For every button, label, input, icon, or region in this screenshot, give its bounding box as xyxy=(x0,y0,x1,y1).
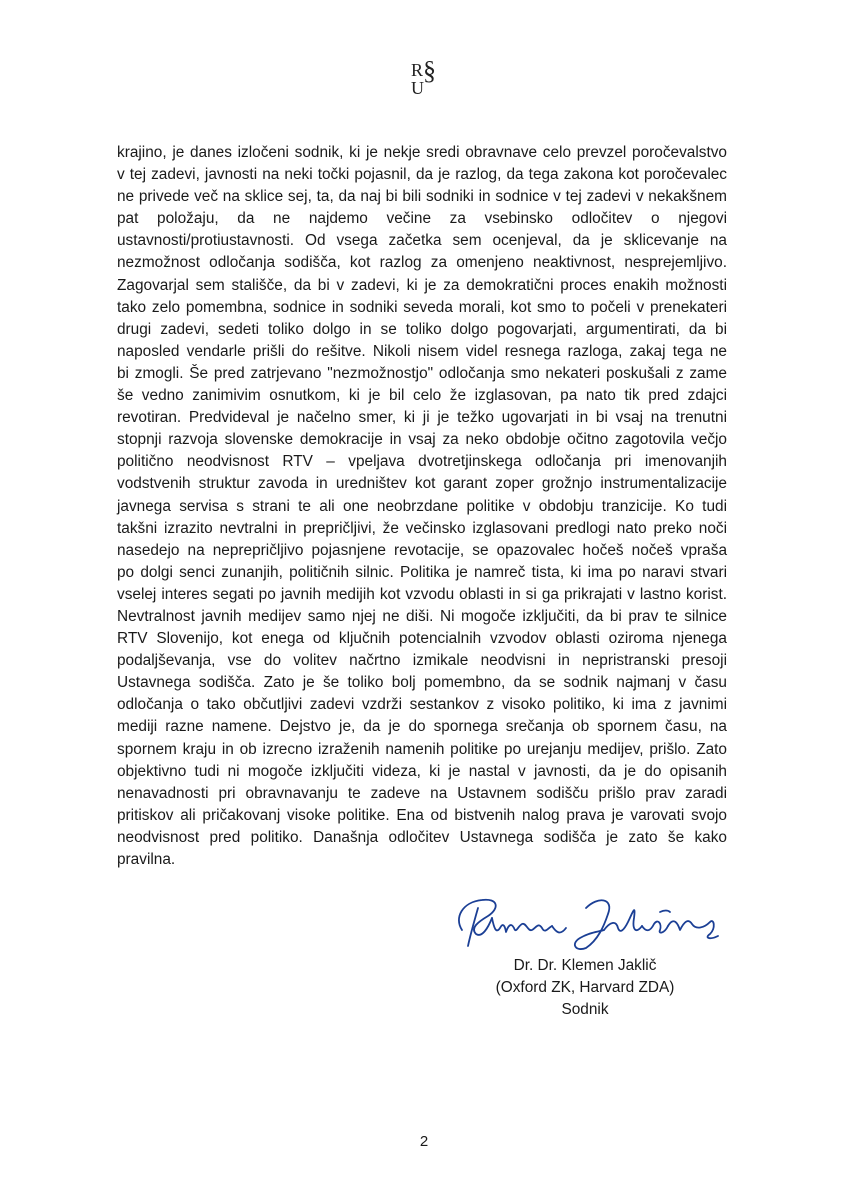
body-text-line: odločanja o tako občutljivi zadevi vzdrži sestankov z visoko politiko, ki ima z javnimi xyxy=(117,696,727,714)
body-text-line: bi zmogli. Še pred zatrjevano "nezmožnostjo" odločanja smo nekateri poskušali z zame xyxy=(117,364,727,382)
signature-block xyxy=(470,955,700,1021)
page-number: 2 xyxy=(419,1133,429,1150)
body-text-line: vselej interes segati po javnih medijih kot vzvodu oblasti in si ga prikrajati v lastno korist. xyxy=(117,585,727,603)
body-text-line: revotiran. Predvideval je načelno smer, ki ji je težko ugovarjati in bi vsaj na trenutni xyxy=(117,409,727,427)
body-text-line: tako zelo pomembna, sodnice in sodniki seveda morali, kot smo to počeli v prenekateri xyxy=(117,298,727,316)
body-text-line: objektivno tudi ni mogoče izključiti videza, ki je nastal v javnosti, da je do opisanih xyxy=(117,762,727,780)
body-text-line: RTV Slovenijo, kot enega od ključnih potencialnih vzvodov oblasti oziroma njenega xyxy=(117,630,727,648)
judge-role: Sodnik xyxy=(561,1001,609,1018)
body-text-line: takšni izrazito nevtralni in prepričljivi, že večinsko izglasovani predlogi nato preko noči xyxy=(117,519,727,537)
body-text-line: naposled vendarle prišli do rešitve. Nikoli nisem videl resnega razloga, zakaj tega ne xyxy=(117,342,727,360)
body-text-line: krajino, je danes izločeni sodnik, ki je nekje sredi obravnave celo prevzel poročevalstvo xyxy=(117,144,727,161)
body-text-line: nenavadnosti pri obravnavanju te zadeve na Ustavnem sodišču prišlo prav zaradi xyxy=(117,784,727,802)
body-text-line: Ustavnega sodišča. Zato je še toliko bolj pomembno, da se sodnik najmanj v času xyxy=(117,674,727,692)
judge-name: Dr. Dr. Klemen Jaklič xyxy=(513,957,657,974)
handwritten-signature xyxy=(448,888,723,958)
body-text-line: ne privede več na sklice sej, ta, da naj bi bili sodniki in sodnice v tej zadevi v nekakšnem xyxy=(117,188,727,206)
body-text-line: neodvisnost pred politiko. Današnja odločitev Ustavnega sodišča je zato še kako xyxy=(117,828,727,846)
body-text-line: še vedno zanimivim osnutkom, ki je bil celo že izglasovan, pa nato tik pred zdajci xyxy=(117,387,727,405)
judge-credentials: (Oxford ZK, Harvard ZDA) xyxy=(495,979,675,996)
opinion-body-text xyxy=(117,142,727,871)
body-text-line: v tej zadevi, javnosti na neki točki pojasnil, da je razlog, da tega zakona kot poročevalec xyxy=(117,166,727,184)
svg-text:§: § xyxy=(423,58,436,85)
body-text-line: po dolgi senci zunanjih, političnih silnic. Politika je namreč tista, ki ima po naravi stvari xyxy=(117,563,727,581)
body-text-line: pravilna. xyxy=(117,851,176,868)
body-text-line: politično neodvisnost RTV – vpeljava dvotretjinskega odločanja pri imenovanjih xyxy=(117,453,727,471)
body-text-line: javnega servisa s strani te ali one neobrzdane politike v obdobju tranzicije. Ko tudi xyxy=(117,497,727,515)
body-text-line: podaljševanja, vse do volitev načrtno izmikale neodvisni in nepristranski presoji xyxy=(117,652,727,670)
court-logo xyxy=(410,58,444,98)
body-text-line: spornem kraju in ob izrecno izraženih namenih politike po urejanju medijev, prišlo. Zato xyxy=(117,740,727,758)
body-text-line: pat položaju, da ne najdemo večine za vsebinsko odločitev o njegovi xyxy=(117,210,727,228)
body-text-line: stopnji razvoja slovenske demokracije in vsaj za neko obdobje očitno zagotovila večjo xyxy=(117,431,727,449)
body-text-line: nasedejo na neprepričljivo pojasnjene revotacije, se opazovalec hočeš nočeš vpraša xyxy=(117,541,727,559)
svg-text:U: U xyxy=(411,78,424,98)
body-text-line: mediji razne namene. Dejstvo je, da je do spornega srečanja ob spornem času, na xyxy=(117,718,727,736)
body-text-line: Zagovarjal sem stališče, da bi v zadevi, ki je za demokratični proces enakih možnosti xyxy=(117,276,727,294)
body-text-line: pritiskov ali pričakovanj visoke politike. Ena od bistvenih nalog prava je varovati svojo xyxy=(117,806,727,824)
body-text-line: nezmožnost odločanja sodišča, kot razlog za omenjeno neaktivnost, nesprejemljivo. xyxy=(117,254,727,272)
body-text-line: ustavnosti/protiustavnosti. Od vsega začetka sem ocenjeval, da je sklicevanje na xyxy=(117,232,727,250)
body-text-line: vodstvenih struktur zavoda in uredništev kot garant zoper grožnjo instrumentalizacije xyxy=(117,475,727,493)
body-text-line: Nevtralnost javnih medijev samo njej ne diši. Ni mogoče izključiti, da bi prav te silnice xyxy=(117,607,727,625)
svg-text:R: R xyxy=(411,60,424,80)
body-text-line: drugi zadevi, sedeti toliko dolgo in se toliko dolgo pogovarjati, argumentirati, da bi xyxy=(117,320,727,338)
